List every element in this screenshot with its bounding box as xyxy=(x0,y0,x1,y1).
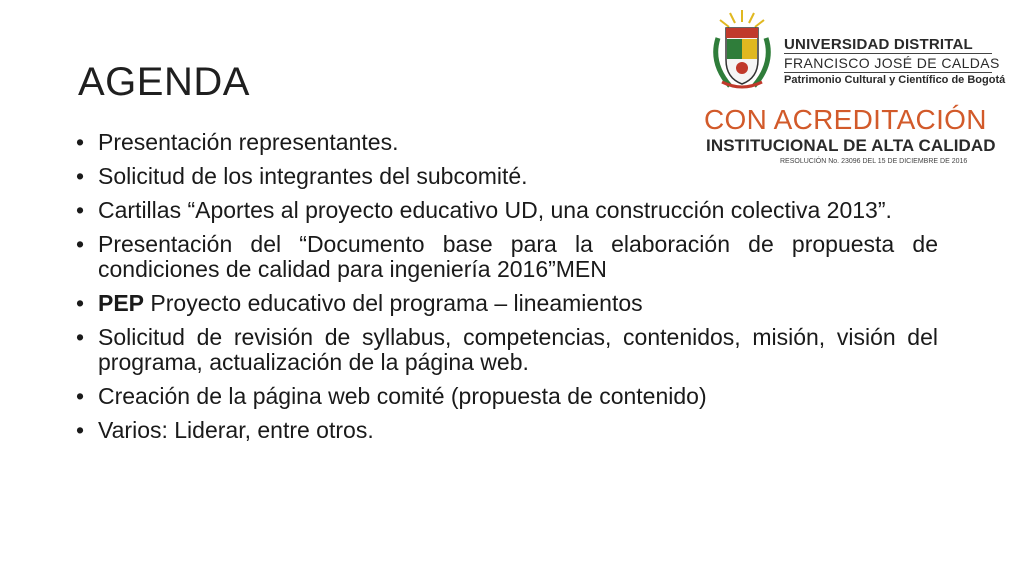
bullet-icon: • xyxy=(76,383,85,409)
list-item-text: Presentación del “Documento base para la elaboración de propuesta de condiciones de calidad para ingeniería 2016”MEN xyxy=(98,231,938,282)
bullet-icon: • xyxy=(76,417,85,443)
list-item xyxy=(76,325,938,375)
bullet-icon: • xyxy=(76,231,85,257)
accreditation-title: CON ACREDITACIÓN xyxy=(704,104,987,135)
list-item xyxy=(76,198,938,223)
list-item-text: Creación de la página web comité (propuesta de contenido) xyxy=(98,383,707,409)
list-item-text: Presentación representantes. xyxy=(98,129,399,155)
list-item-text: Solicitud de los integrantes del subcomité. xyxy=(98,163,528,189)
list-item xyxy=(76,232,938,282)
bullet-icon: • xyxy=(76,290,85,316)
university-name-line2: FRANCISCO JOSÉ DE CALDAS xyxy=(784,55,1000,71)
logo-divider xyxy=(784,53,992,54)
bullet-icon: • xyxy=(76,197,85,223)
list-item-text: Proyecto educativo del programa – lineamientos xyxy=(144,290,643,316)
logo-divider xyxy=(784,72,992,73)
list-item-text: Varios: Liderar, entre otros. xyxy=(98,417,374,443)
list-item xyxy=(76,418,938,443)
list-item-text: Solicitud de revisión de syllabus, competencias, contenidos, misión, visión del programa, actualización de la página web. xyxy=(98,324,938,375)
list-item xyxy=(76,384,938,409)
bullet-icon: • xyxy=(76,163,85,189)
bullet-icon: • xyxy=(76,129,85,155)
university-logo xyxy=(700,6,1012,176)
list-item-bold-text: PEP xyxy=(98,290,145,316)
list-item-text: Cartillas “Aportes al proyecto educativo UD, una construcción colectiva 2013”. xyxy=(98,197,892,223)
accreditation-subtitle: INSTITUCIONAL DE ALTA CALIDAD xyxy=(706,136,996,155)
university-tagline: Patrimonio Cultural y Científico de Bogotá xyxy=(784,74,1006,86)
bullet-icon: • xyxy=(76,324,85,350)
list-item xyxy=(76,291,938,316)
accreditation-resolution: RESOLUCIÓN No. 23096 DEL 15 DE DICIEMBRE DE 2016 xyxy=(780,158,968,165)
slide-title: AGENDA xyxy=(78,60,250,104)
university-name-line1: UNIVERSIDAD DISTRITAL xyxy=(784,36,973,53)
agenda-list xyxy=(76,130,938,452)
university-crest-icon xyxy=(708,8,776,92)
